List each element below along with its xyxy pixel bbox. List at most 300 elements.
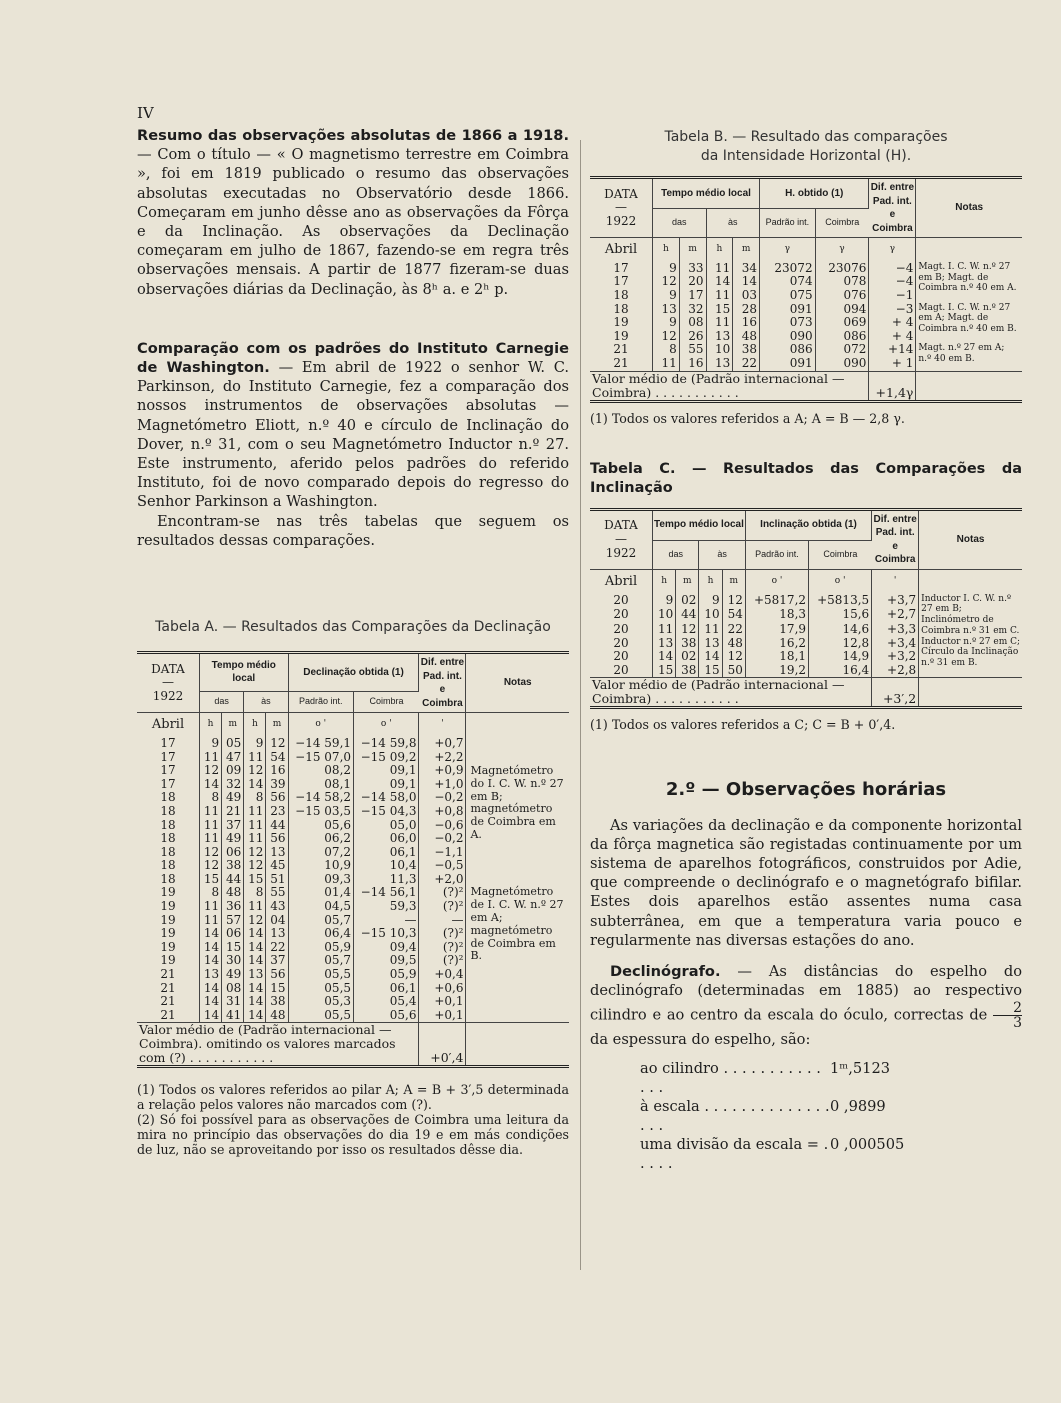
table-cell: 36 [222,900,244,914]
table-cell: 07,2 [288,846,353,860]
table-a-mean-value: +0′,4 [419,1023,466,1067]
table-cell: 55 [679,343,706,357]
table-cell: −0,5 [419,859,466,873]
table-cell: 20 [590,650,653,664]
table-a-footnote-2: (2) Só foi possível para as observações de Coimbra uma leitura da mira no princípio das observações do dia 19 e em más condições de luz, não se aproveitando por isso os resultados dêsse dia. [137,1112,569,1158]
table-cell: 14 [200,927,222,941]
table-cell: 04,5 [288,900,353,914]
table-cell: 09,1 [354,764,419,778]
col-data: DATA — 1922 [590,509,653,569]
table-cell: 12 [200,846,222,860]
table-cell: 56 [266,968,288,982]
table-cell: 44 [222,873,244,887]
paragraph-horarias: As variações da declinação e da componente horizontal da fôrça magnetica são registadas continuamente por um sistema de aparelhos fotográficos, construidos por Adie, que compreende o declinógrafo e o magnetógrafo bifilar. Estes dois aparelhos estão assentes numa casa subterrânea, em que a temperatura varia pouco e regularmente nas diversas estações do ano. [590,816,1022,949]
table-cell: 14 [244,982,266,996]
paragraph-heading: Comparação com os padrões do Instituto Carnegie de Washington. [137,339,569,377]
table-cell: 11 [244,805,266,819]
table-cell: 06,4 [288,927,353,941]
table-cell: +1,0 [419,778,466,792]
table-cell: 23076 [815,262,869,276]
table-cell: +0,1 [419,995,466,1009]
table-cell: 21 [590,343,653,357]
paragraph-text: — Com o título — « O magnetismo terrestre em Coimbra », foi em 1819 publicado o resumo das observações absolutas executadas no Observatório desde 1866. Começaram em junho dêsse ano as observações da Fôrça e da Inclinação. As observações da Declinação começaram em julho de 1867, fazendo-se em regra três observações mensais. A partir de 1877 fizeram-se duas observações diárias da Declinação, às 8ʰ a. e 2ʰ p. [137,146,569,298]
table-cell: 05,5 [288,982,353,996]
table-cell: 12 [244,764,266,778]
col-declinacao: Declinação obtida (1) [288,653,419,692]
table-cell: +2,8 [872,664,919,678]
table-cell: 44 [676,608,699,622]
table-cell: 14,6 [809,622,872,636]
table-cell: −14 58,0 [354,791,419,805]
table-cell: 074 [760,275,816,289]
table-cell: −14 59,8 [354,737,419,751]
table-c-mean-value: +3′,2 [872,678,919,708]
table-cell: 38 [222,859,244,873]
table-cell: (?)² [419,900,466,914]
table-cell: 8 [200,791,222,805]
table-cell: 18 [137,819,200,833]
page-number: IV [137,104,154,122]
table-cell: 59,3 [354,900,419,914]
table-cell: +2,0 [419,873,466,887]
table-cell: −15 09,2 [354,751,419,765]
table-cell: 9 [653,316,680,330]
table-cell: 18 [137,805,200,819]
col-dif: Dif. entre Pad. int. e Coimbra [869,178,916,238]
table-cell: 16,2 [745,637,808,651]
table-cell: 06 [222,927,244,941]
table-cell: 13 [266,846,288,860]
table-cell: 11 [244,832,266,846]
table-cell: 11 [653,622,676,636]
table-cell: +0,8 [419,805,466,819]
col-coimbra: Coimbra [354,691,419,713]
table-cell: (?)² [419,941,466,955]
table-cell: +5813,5 [809,594,872,608]
col-data: DATA — 1922 [590,178,653,238]
table-cell: 11 [706,262,733,276]
table-cell: −3 [869,303,916,317]
table-cell: −14 59,1 [288,737,353,751]
table-cell: 14 [244,778,266,792]
table-cell: 20 [679,275,706,289]
table-cell: — [354,914,419,928]
table-cell: −14 56,1 [354,886,419,900]
table-cell: + 4 [869,316,916,330]
table-cell: 17 [137,737,200,751]
table-cell: 091 [760,303,816,317]
table-cell: 12 [653,275,680,289]
table-cell: 10,4 [354,859,419,873]
table-cell: 15 [222,941,244,955]
table-cell: 8 [653,343,680,357]
table-cell: 43 [266,900,288,914]
table-cell: 13 [653,303,680,317]
table-cell: 28 [733,303,760,317]
table-row [590,262,1022,276]
table-cell: 14 [699,650,722,664]
month-label: Abril [137,713,200,737]
table-cell: +14 [869,343,916,357]
table-cell: 38 [676,637,699,651]
table-cell: 09 [222,764,244,778]
table-cell: 21 [137,1009,200,1023]
table-cell: 11 [706,316,733,330]
table-cell: 49 [222,791,244,805]
table-cell: 19 [137,927,200,941]
table-cell: 32 [679,303,706,317]
table-cell: 03 [733,289,760,303]
col-das: das [200,691,244,713]
table-cell: 073 [760,316,816,330]
table-a-footnote-1: (1) Todos os valores referidos ao pilar A; A = B + 3′,5 determinada a relação pelos valores não marcados com (?). [137,1082,569,1113]
table-cell: 56 [266,832,288,846]
table-cell: 54 [722,608,745,622]
table-cell: 090 [760,330,816,344]
left-column [137,126,569,1157]
table-cell: −14 58,2 [288,791,353,805]
table-cell: 44 [266,819,288,833]
column-divider [580,140,581,1270]
table-cell: 14 [200,941,222,955]
table-cell: 14 [653,650,676,664]
table-cell: +2,2 [419,751,466,765]
table-cell: 49 [222,832,244,846]
list-item [640,1135,1022,1173]
table-cell: 55 [266,886,288,900]
list-item-label: ao cilindro . . . . . . . . . . . . . . [640,1059,821,1096]
table-row [590,343,1022,357]
table-cell: +2,7 [872,608,919,622]
table-cell: 34 [733,262,760,276]
table-cell: 11 [200,900,222,914]
table-cell: 18 [590,289,653,303]
table-cell: 14 [706,275,733,289]
table-cell: 37 [222,819,244,833]
table-cell: 48 [266,1009,288,1023]
table-cell: (?)² [419,954,466,968]
col-notas: Notas [919,509,1022,569]
table-c: DATA — 1922 Tempo médio local Inclinação obtida (1) Dif. entre Pad. int. e Coimbra Notas das às Padrão int. Coimbra Abril h m h m o ' o ' ' 20 9 02 9 12 +5817,2 +5813,5 +3,7 Inductor I. C. W. n.º 27 em B; Inclinómetro de Coimbra n.º 31 em C. 20 10 44 10 54 18,3 15,6 +2,7 20 11 12 11 22 17,9 14,6 +3,3 20 13 38 13 48 16,2 12,8 +3,4 Inductor n.º 27 em C; Círculo da Inclinação n.º 31 em B. 20 14 02 14 12 18,1 14,9 +3,2 20 15 38 15 50 19,2 16,4 +2,8 Valor médio de (Padrão internacional — Coimbra) . . . . . . . . . . . +3′,2 [590,508,1022,710]
table-cell: 12 [244,859,266,873]
table-cell: 20 [590,594,653,608]
table-cell: 08,1 [288,778,353,792]
table-cell: 17 [137,778,200,792]
list-item-value: 0 ,000505 [830,1135,905,1153]
table-cell: +0,7 [419,737,466,751]
table-cell: 20 [590,622,653,636]
table-cell: 12 [200,859,222,873]
table-cell: 12 [244,914,266,928]
col-padrao: Padrão int. [288,691,353,713]
table-cell: −15 03,5 [288,805,353,819]
table-cell: 14 [200,778,222,792]
table-cell: 14 [244,927,266,941]
table-cell: 9 [653,594,676,608]
table-cell: 22 [722,622,745,636]
table-cell: −4 [869,262,916,276]
paragraph-text: — Em abril de 1922 o senhor W. C. Parkinson, do Instituto Carnegie, fez a comparação dos nossos instrumentos de observações absolutas — Magnetómetro Eliott, n.º 40 e círculo de Inclinação do Dover, n.º 31, com o seu Magnetómetro Inductor n.º 27. Este instrumento, aferido pelos padrões do referido Instituto, foi de novo comparado depois do regresso do Senhor Parkinson a Washington. [137,359,570,511]
table-cell: 56 [266,791,288,805]
col-notas: Notas [916,178,1022,238]
table-cell: −15 04,3 [354,805,419,819]
table-cell: 41 [222,1009,244,1023]
table-row [590,594,1022,608]
table-cell: 18 [137,832,200,846]
table-cell: 21 [222,805,244,819]
table-cell: 13 [266,927,288,941]
table-cell: 21 [590,357,653,371]
table-cell: 16 [266,764,288,778]
col-notas: Notas [466,653,569,713]
col-dif: Dif. entre Pad. int. e Coimbra [419,653,466,713]
table-cell: 11,3 [354,873,419,887]
table-note: Magt. n.º 27 em A; n.º 40 em B. [918,343,1005,365]
table-cell: 13 [653,637,676,651]
table-cell: 19 [137,914,200,928]
distance-list [640,1059,1022,1173]
table-cell: 12 [266,737,288,751]
paragraph-declinografo: Declinógrafo. — As distâncias do espelho do declinógrafo (determinadas em 1885) ao respectivo cilindro e ao centro da escala do óculo, correctas de $\frac{2}{3}$ da espessura do espelho, são: [590,963,1022,1048]
table-cell: 14 [200,954,222,968]
table-cell: 22 [733,357,760,371]
paragraph-heading: Resumo das observações absolutas de 1866 a 1918. [137,127,569,144]
table-b-mean-value: +1,4γ [869,371,916,401]
table-cell: 19 [590,330,653,344]
table-cell: 05,9 [288,941,353,955]
table-cell: 05,6 [288,819,353,833]
table-cell: 8 [244,791,266,805]
table-cell: 09,1 [354,778,419,792]
table-cell: 11 [244,900,266,914]
table-cell: 12 [244,846,266,860]
table-cell: 18,1 [745,650,808,664]
table-cell: 05,6 [354,1009,419,1023]
table-cell: 8 [200,886,222,900]
table-cell: 12 [676,622,699,636]
table-cell: 072 [815,343,869,357]
table-cell: 17 [590,262,653,276]
table-cell: 19 [137,900,200,914]
table-cell: 09,3 [288,873,353,887]
table-cell: 9 [699,594,722,608]
table-cell: +3,7 [872,594,919,608]
table-b-caption-1: Tabela B. — Resultado das comparações [664,129,948,145]
table-cell: 05,9 [354,968,419,982]
table-cell: 45 [266,859,288,873]
table-cell: 38 [266,995,288,1009]
table-cell: 11 [200,832,222,846]
table-cell: 10 [653,608,676,622]
table-cell: 13 [200,968,222,982]
table-cell: 19 [137,941,200,955]
table-cell: 17 [679,289,706,303]
table-cell: 10 [706,343,733,357]
table-cell: 19 [137,886,200,900]
table-cell: 11 [706,289,733,303]
table-cell: 16 [733,316,760,330]
table-cell: 05,7 [288,954,353,968]
table-cell: + 4 [869,330,916,344]
table-cell: 33 [679,262,706,276]
section-title: 2.º — Observações horárias [665,779,947,801]
list-item-label: à escala . . . . . . . . . . . . . . . . . [640,1097,830,1134]
table-cell: 18 [137,859,200,873]
table-cell: 9 [200,737,222,751]
table-cell: +0,1 [419,1009,466,1023]
table-cell: + 1 [869,357,916,371]
table-cell: 08 [222,982,244,996]
table-cell: 12 [722,650,745,664]
col-tempo: Tempo médio local [653,509,746,540]
table-note: Inductor n.º 27 em C; Círculo da Inclinação n.º 31 em B. [921,636,1021,669]
table-cell: 02 [676,594,699,608]
table-note: Magt. I. C. W. n.º 27 em A; Magt. de Coimbra n.º 40 em B. [918,302,1017,335]
table-cell: 21 [137,982,200,996]
table-a: DATA — 1922 Tempo médio local Declinação obtida (1) Dif. entre Pad. int. e Coimbra Notas das às Padrão int. Coimbra Abril h m h m o ' o ' ' 17 9 05 9 12 −14 59,1 −14 59,8 +0,7 Magnetómetro do I. C. W. n.º 27 em B; magnetómetro de Coimbra em A. 17 11 47 11 54 −15 07,0 −15 09,2 +2,2 17 12 09 12 16 08,2 09,1 +0,9 17 14 32 14 39 08,1 09,1 +1,0 18 8 49 8 56 −14 58,2 −14 58,0 −0,2 18 11 21 11 23 −15 03,5 −15 04,3 +0,8 18 11 37 11 44 05,6 05,0 −0,6 18 11 49 11 56 06,2 06,0 −0,2 18 12 06 12 13 07,2 06,1 −1,1 18 12 38 12 45 10,9 10,4 −0,5 18 15 44 15 51 09,3 11,3 +2,0 19 8 48 8 55 01,4 −14 56,1 (?)² Magnetómetro de I. C. W. n.º 27 em A; magnetómetro de Coimbra em B. 19 11 36 11 43 04,5 59,3 (?)² 19 11 57 12 04 05,7 — — 19 14 06 14 13 06,4 −15 10,3 (?)² 19 14 15 14 22 05,9 09,4 (?)² 19 14 30 14 37 05,7 09,5 (?)² 21 13 49 13 56 05,5 05,9 +0,4 21 14 08 14 15 05,5 06,1 +0,6 21 14 31 14 38 05,3 05,4 +0,1 21 14 41 14 48 05,5 05,6 +0,1 Valor médio de (Padrão internacional — Coimbra). omitindo os valores marcados com (?) . . . . . . . . . . . +0′,4 [137,651,569,1068]
table-note: Magt. I. C. W. n.º 27 em B; Magt. de Coimbra n.º 40 em A. [918,261,1017,294]
table-cell: 19 [590,316,653,330]
table-cell: 12 [653,330,680,344]
table-cell: 21 [137,968,200,982]
table-cell: 090 [815,357,869,371]
table-cell: 09,5 [354,954,419,968]
table-c-caption: Tabela C. — Resultados das Comparações da Inclinação [590,460,1022,496]
table-cell: 9 [653,289,680,303]
table-cell: 094 [815,303,869,317]
fraction: $\frac{2}{3}$ [993,1001,1022,1030]
table-cell: 32 [222,778,244,792]
table-cell: 13 [699,637,722,651]
table-cell: — [419,914,466,928]
table-cell: 05,4 [354,995,419,1009]
table-cell: −4 [869,275,916,289]
table-cell: 31 [222,995,244,1009]
table-cell: −0,6 [419,819,466,833]
table-cell: 13 [706,330,733,344]
table-cell: 11 [244,751,266,765]
table-cell: 06,1 [354,982,419,996]
table-cell: 20 [590,637,653,651]
table-cell: 9 [244,737,266,751]
table-cell: 17 [590,275,653,289]
table-cell: −0,2 [419,791,466,805]
table-b-footnote: (1) Todos os valores referidos a A; A = B — 2,8 γ. [590,410,905,426]
table-cell: 20 [590,608,653,622]
table-cell: 06,2 [288,832,353,846]
table-cell: (?)² [419,927,466,941]
paragraph-encontram: Encontram-se nas três tabelas que seguem os resultados dessas comparações. [137,512,569,549]
table-cell: 47 [222,751,244,765]
table-cell: 14 [733,275,760,289]
table-cell: 14 [244,941,266,955]
table-cell: 15,6 [809,608,872,622]
table-cell: 05,3 [288,995,353,1009]
table-cell: 17 [137,764,200,778]
table-cell: 11 [200,819,222,833]
table-cell: 075 [760,289,816,303]
table-cell: 48 [222,886,244,900]
table-cell: 06,1 [354,846,419,860]
table-cell: 08,2 [288,764,353,778]
table-cell: +0,9 [419,764,466,778]
col-as: às [244,691,288,713]
table-cell: 19,2 [745,664,808,678]
col-dif: Dif. entre Pad. int. e Coimbra [872,509,919,569]
paragraph-comparacao [137,339,569,512]
table-cell: 11 [699,622,722,636]
table-cell: 57 [222,914,244,928]
table-cell: 50 [722,664,745,678]
table-cell: 15 [200,873,222,887]
table-cell: 069 [815,316,869,330]
table-cell: +3,2 [872,650,919,664]
table-cell: +0,4 [419,968,466,982]
table-cell: 02 [676,650,699,664]
table-cell: 37 [266,954,288,968]
table-a-mean-label: Valor médio de (Padrão internacional — Coimbra). omitindo os valores marcados com (?) . . . . . . . . . . . [137,1023,419,1067]
table-cell: 18,3 [745,608,808,622]
table-cell: 01,4 [288,886,353,900]
table-cell: (?)² [419,886,466,900]
col-data: DATA — 1922 [137,653,200,713]
table-cell: 11 [244,819,266,833]
table-cell: 13 [244,968,266,982]
table-cell: 086 [815,330,869,344]
table-cell: 15 [706,303,733,317]
table-cell: 091 [760,357,816,371]
table-cell: −1,1 [419,846,466,860]
table-cell: −15 10,3 [354,927,419,941]
table-b-caption-2: da Intensidade Horizontal (H). [700,148,912,164]
table-cell: 49 [222,968,244,982]
table-cell: 39 [266,778,288,792]
table-cell: 17 [137,751,200,765]
paragraph-resumo [137,126,569,299]
table-cell: 16 [679,357,706,371]
table-cell: 14 [244,995,266,1009]
table-cell: 11 [653,357,680,371]
table-cell: 08 [679,316,706,330]
list-item [640,1059,1022,1097]
table-cell: 23072 [760,262,816,276]
table-cell: 06,0 [354,832,419,846]
table-cell: +5817,2 [745,594,808,608]
table-cell: 078 [815,275,869,289]
table-cell: 15 [699,664,722,678]
col-h: H. obtido (1) [760,178,869,209]
table-cell: −0,2 [419,832,466,846]
table-cell: 11 [200,805,222,819]
table-cell: 12,8 [809,637,872,651]
table-cell: +0,6 [419,982,466,996]
table-cell: 09,4 [354,941,419,955]
table-cell: 23 [266,805,288,819]
table-b-mean-label: Valor médio de (Padrão internacional — Coimbra) . . . . . . . . . . . [590,371,869,401]
table-cell: 05,5 [288,968,353,982]
table-cell: 48 [722,637,745,651]
table-cell: 15 [653,664,676,678]
table-cell: 086 [760,343,816,357]
table-note: Magnetómetro do I. C. W. n.º 27 em B; magnetómetro de Coimbra em A. [470,763,564,841]
table-a-caption: Tabela A. — Resultados das Comparações da Declinação [155,619,551,636]
list-item-value: 0 ,9899 [830,1097,886,1115]
table-cell: 17,9 [745,622,808,636]
table-note: Magnetómetro de I. C. W. n.º 27 em A; magnetómetro de Coimbra em B. [470,885,564,963]
table-cell: 12 [200,764,222,778]
table-c-mean-label: Valor médio de (Padrão internacional — Coimbra) . . . . . . . . . . . [590,678,872,708]
table-cell: 22 [266,941,288,955]
